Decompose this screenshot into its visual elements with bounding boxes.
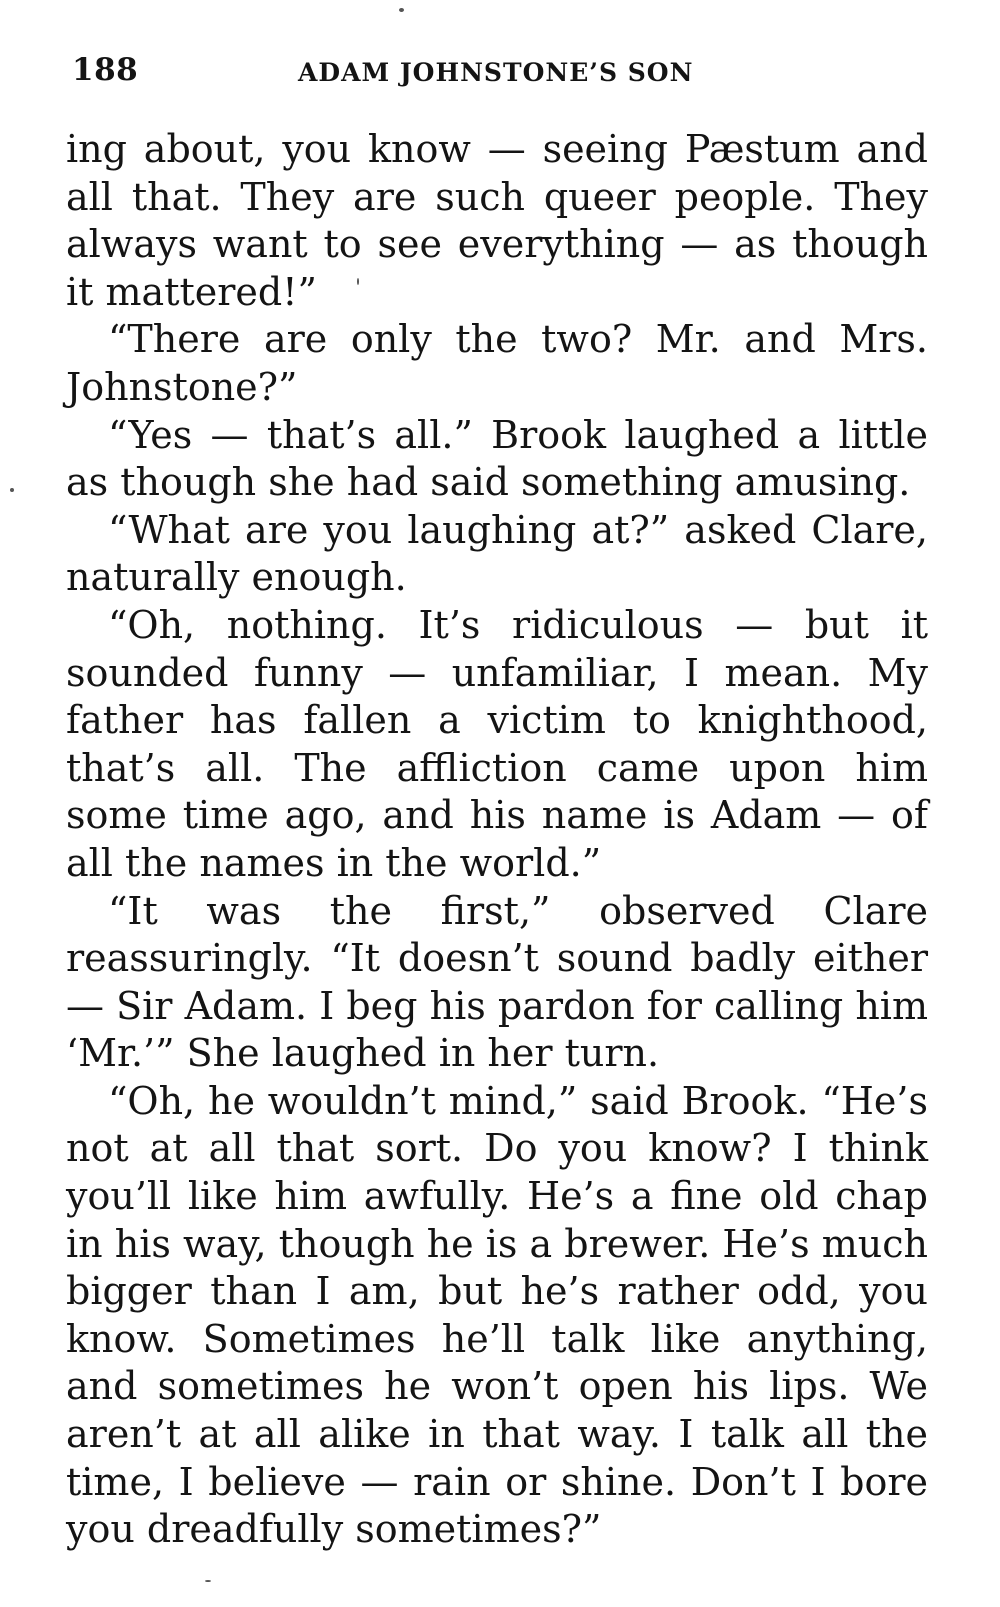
paragraph: “Yes — that’s all.” Brook laughed a little as though she had said something amusing. (66, 412, 928, 505)
ink-speck (205, 1580, 211, 1582)
paragraph: “Oh, nothing. It’s ridiculous — but it sounded funny — unfamiliar, I mean. My father has fallen a victim to knighthood, that’s all. The affliction came upon him some time ago, and his name is Adam — of all the names in the world.” (66, 602, 928, 885)
paragraph: ing about, you know — seeing Pæstum and all that. They are such queer people. They always want to see everything — as though it mattered!” (66, 127, 928, 314)
body-text (66, 126, 928, 1554)
ink-speck (10, 488, 14, 492)
page-number: 188 (72, 52, 139, 88)
paragraph: “There are only the two? Mr. and Mrs. Johnstone?” (66, 317, 928, 409)
ink-speck (399, 8, 404, 12)
running-head: ADAM JOHNSTONE’S SON (298, 58, 694, 87)
paragraph: “What are you laughing at?” asked Clare, naturally enough. (66, 507, 928, 600)
page-header (72, 52, 932, 92)
paragraph: “It was the first,” observed Clare reassuringly. “It doesn’t sound badly either — Sir Adam. I beg his pardon for calling him ‘Mr.’” She laughed in her turn. (66, 888, 928, 1076)
paragraph: “Oh, he wouldn’t mind,” said Brook. “He’s not at all that sort. Do you know? I think you’ll like him awfully. He’s a fine old chap in his way, though he is a brewer. He’s much bigger than I am, but he’s rather odd, you know. Sometimes he’ll talk like anything, and sometimes he won’t open his lips. We aren’t at all alike in that way. I talk all the time, I believe — rain or shine. Don’t I bore you dreadfully sometimes?” (66, 1078, 928, 1552)
